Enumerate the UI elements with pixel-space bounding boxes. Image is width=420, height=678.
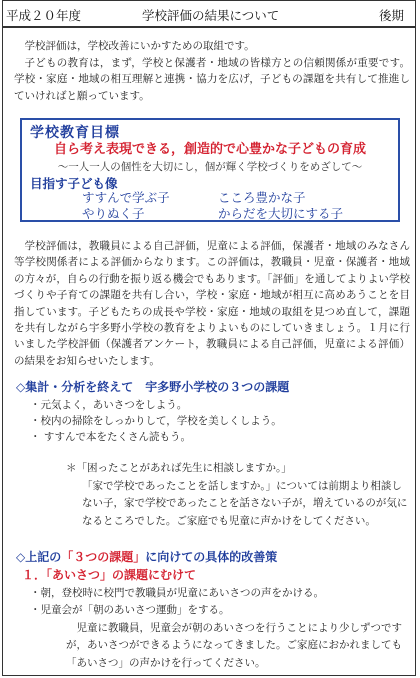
header-title: 学校評価の結果について [142,8,280,23]
goals-box-heading: 学校教育目標 [30,125,120,141]
section-2-emphasis: 「３つの課題」 [61,550,146,564]
section-2-title [16,548,277,565]
goal-item: すすんで学ぶ子 [82,190,170,205]
greeting-detail: 児童に教職員，児童会が朝のあいさつを行うことにより少しずつですが，あいさつができるようになってきました。ご家庭におかれましても「あいさつ」の声かけを行ってください。 [66,622,402,669]
header-term: 後期 [378,8,404,23]
child-image-heading: 目指す子ども像 [30,176,118,191]
measure-item: ・朝，登校時に校門で教職員が児童にあいさつの声をかける。 [30,587,324,599]
motto-subtitle: ～一人一人の個性を大切にし，個が輝く学校づくりをめざして～ [57,161,363,173]
evaluation-paragraph: 学校評価は，教職員による自己評価，児童による評価，保護者・地域のみなさん等学校関係者による評価からなります。この評価は，教職員・児童・保護者・地域の方々が，自らの行動を振り返る機会でもあります。「評価」を通してよりよい学校づくりや子育ての課題を共有し合い，学校・家庭・地域が相互に高めあうことを目指しています。子どもたちの成長や学校・家庭・地域の取組を見つめ直して，課題を共有しながら宇多野小学校の教育をよりよいものにしていきましょう。１月に行いました学校評価（保護者アンケート，教職員による自己評価，児童による評価）の結果をお知らせいたします。 [14,240,410,367]
goal-item: こころ豊かな子 [218,190,306,205]
header-divider [2,26,416,28]
intro-line-1: 学校評価は，学校改善にいかすための取組です。 [24,40,255,52]
greeting-subheading: １．「あいさつ」の課題にむけて [22,568,197,582]
issue-item: ・ すすんで本をたくさん読もう。 [30,431,191,443]
section-2-prefix: ◇上記の [16,550,62,564]
school-motto: 自ら考え表現できる，創造的で心豊かな子どもの育成 [53,142,366,157]
header-year: 平成２０年度 [6,8,82,23]
note-home-question [82,478,410,530]
section-1-title: ◇集計・分析を終えて 宇多野小学校の３つの課題 [16,380,290,394]
note-consult-question: ＊「困ったことがあれば先生に相談しますか。」 [66,462,292,474]
issue-item: ・元気よく，あいさつをしよう。 [30,399,188,411]
note-home-text: 「家で学校であったことを話しますか。」については前期より相談しない子，家で学校であったことを話さない子が，増えているのが気になるところでした。ご家庭でも児童に声かけをしてください。 [82,480,408,527]
section-2-suffix: に向けての具体的改善策 [145,550,278,564]
intro-paragraph: 子どもの教育は，まず，学校と保護者・地域の皆様方との信頼関係が重要です。学校・家庭・地域の相互理解と連携・協力を広げ，子どもの課題を共有して推進していければと願っています。 [14,57,410,102]
goal-item: からだを大切にする子 [218,206,344,221]
education-goals-box [20,118,400,222]
issue-item: ・校内の掃除をしっかりして，学校を美しくしよう。 [30,415,282,427]
goal-item: やりぬく子 [82,206,145,221]
measure-item: ・児童会が「朝のあいさつ運動」をする。 [30,604,230,616]
document-header [6,6,410,24]
